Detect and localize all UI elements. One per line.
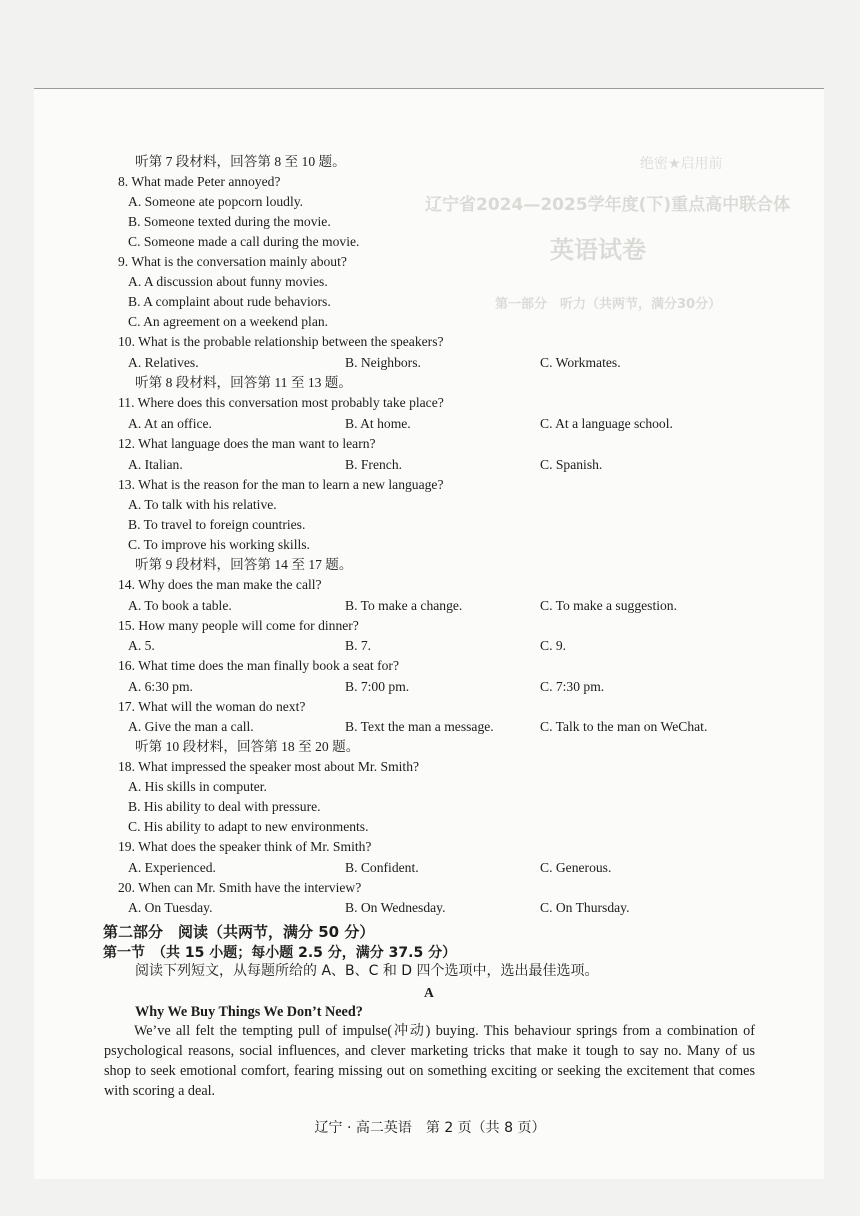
q17-option-c: C. Talk to the man on WeChat. <box>540 719 708 734</box>
q20-option-c: C. On Thursday. <box>540 900 630 915</box>
page-footer: 辽宁 · 高二英语 第 2 页（共 8 页） <box>314 1120 546 1136</box>
q9-option-a: A. A discussion about funny movies. <box>128 274 328 289</box>
section-9-instruction: 听第 9 段材料，回答第 14 至 17 题。 <box>135 557 353 572</box>
q13-option-c: C. To improve his working skills. <box>128 537 310 552</box>
q20-option-a: A. On Tuesday. <box>128 900 213 915</box>
q15-option-b: B. 7. <box>345 638 372 653</box>
q16-option-a: A. 6:30 pm. <box>128 679 193 694</box>
q14-option-a: A. To book a table. <box>128 598 232 613</box>
q12-option-c: C. Spanish. <box>540 457 603 472</box>
q10-option-c: C. Workmates. <box>540 355 621 370</box>
section-7-instruction: 听第 7 段材料，回答第 8 至 10 题。 <box>135 154 346 169</box>
q13-stem: 13. What is the reason for the man to learn a new language? <box>118 477 444 492</box>
q13-option-b: B. To travel to foreign countries. <box>128 517 306 532</box>
part-2-heading: 第二部分 阅读（共两节，满分 50 分） <box>103 923 375 941</box>
q20-option-b: B. On Wednesday. <box>345 900 446 915</box>
reading-instruction: 阅读下列短文，从每题所给的 A、B、C 和 D 四个选项中，选出最佳选项。 <box>135 963 599 979</box>
ghost-top-label: 绝密★启用前 <box>640 156 723 172</box>
q10-stem: 10. What is the probable relationship between the speakers? <box>118 334 444 349</box>
section-1-heading: 第一节 （共 15 小题；每小题 2.5 分，满分 37.5 分） <box>103 945 457 961</box>
q11-option-b: B. At home. <box>345 416 411 431</box>
section-8-instruction: 听第 8 段材料，回答第 11 至 13 题。 <box>135 375 352 390</box>
q17-stem: 17. What will the woman do next? <box>118 699 306 714</box>
q8-option-a: A. Someone ate popcorn loudly. <box>128 194 304 209</box>
q20-stem: 20. When can Mr. Smith have the interview? <box>118 880 362 895</box>
q8-option-c: C. Someone made a call during the movie. <box>128 234 360 249</box>
q14-stem: 14. Why does the man make the call? <box>118 577 322 592</box>
q12-option-a: A. Italian. <box>128 457 183 472</box>
q15-option-a: A. 5. <box>128 638 155 653</box>
section-10-instruction: 听第 10 段材料，回答第 18 至 20 题。 <box>135 739 360 754</box>
q8-stem: 8. What made Peter annoyed? <box>118 174 281 189</box>
q10-option-b: B. Neighbors. <box>345 355 421 370</box>
passage-paragraph <box>104 1021 755 1101</box>
ghost-subject: 英语试卷 <box>550 236 646 264</box>
q11-option-a: A. At an office. <box>128 416 212 431</box>
q12-stem: 12. What language does the man want to learn? <box>118 436 376 451</box>
q18-option-a: A. His skills in computer. <box>128 779 267 794</box>
q17-option-a: A. Give the man a call. <box>128 719 254 734</box>
q19-option-b: B. Confident. <box>345 860 419 875</box>
q13-option-a: A. To talk with his relative. <box>128 497 277 512</box>
passage-text: We’ve all felt the tempting pull of impulse(冲动) buying. This behaviour springs from a combination of psychological reasons, social influences, and clever marketing tricks that make it tough to say no. Many of us shop to seek emotional comfort, fearing missing out on something exciting or seeking the excitement that comes with scoring a deal. <box>104 1023 755 1099</box>
q8-option-b: B. Someone texted during the movie. <box>128 214 331 229</box>
q14-option-c: C. To make a suggestion. <box>540 598 677 613</box>
ghost-exam-title: 辽宁省2024—2025学年度(下)重点高中联合体 <box>425 195 791 215</box>
q18-stem: 18. What impressed the speaker most about Mr. Smith? <box>118 759 420 774</box>
passage-title: Why We Buy Things We Don’t Need? <box>135 1004 363 1020</box>
q11-option-c: C. At a language school. <box>540 416 673 431</box>
q19-option-c: C. Generous. <box>540 860 612 875</box>
q16-option-b: B. 7:00 pm. <box>345 679 410 694</box>
q12-option-b: B. French. <box>345 457 403 472</box>
q9-option-c: C. An agreement on a weekend plan. <box>128 314 329 329</box>
q17-option-b: B. Text the man a message. <box>345 719 494 734</box>
ghost-part1: 第一部分 听力（共两节，满分30分） <box>495 297 722 312</box>
q19-option-a: A. Experienced. <box>128 860 216 875</box>
q18-option-c: C. His ability to adapt to new environments. <box>128 819 369 834</box>
q18-option-b: B. His ability to deal with pressure. <box>128 799 321 814</box>
q16-option-c: C. 7:30 pm. <box>540 679 605 694</box>
q11-stem: 11. Where does this conversation most probably take place? <box>118 395 444 410</box>
passage-label: A <box>424 985 434 1000</box>
q19-stem: 19. What does the speaker think of Mr. Smith? <box>118 839 372 854</box>
q9-option-b: B. A complaint about rude behaviors. <box>128 294 331 309</box>
q10-option-a: A. Relatives. <box>128 355 199 370</box>
q16-stem: 16. What time does the man finally book a seat for? <box>118 658 399 673</box>
q15-option-c: C. 9. <box>540 638 567 653</box>
q14-option-b: B. To make a change. <box>345 598 463 613</box>
q9-stem: 9. What is the conversation mainly about? <box>118 254 347 269</box>
q15-stem: 15. How many people will come for dinner? <box>118 618 359 633</box>
